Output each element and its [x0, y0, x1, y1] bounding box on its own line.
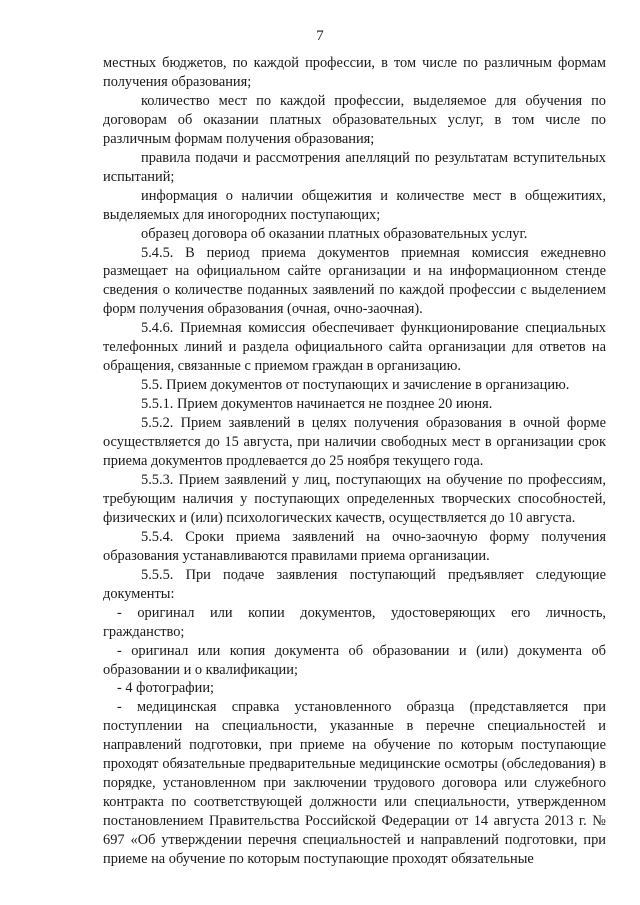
paragraph: 5.5.5. При подаче заявления поступающий предъявляет следующие документы:	[103, 566, 606, 602]
paragraph: 5.4.5. В период приема документов приемная комиссия ежедневно размещает на официальном сайте организации и на информационном стенде сведения о количестве поданных заявлений по каждой профессии с выделением форм получения образования (очная, очно-заочная).	[103, 244, 606, 318]
paragraph: образец договора об оказании платных образовательных услуг.	[141, 225, 528, 242]
list-item: - оригинал или копии документов, удостоверяющих его личность, гражданство;	[103, 604, 606, 640]
paragraph: 5.5.1. Прием документов начинается не позднее 20 июня.	[141, 396, 493, 413]
list-item: - медицинская справка установленного образца (представляется при поступлении на специальности, указанные в перечне специальностей и направлений подготовки, при приеме на обучение по которым поступающие проходят обязательные предварительные медицинские осмотры (обследования) в порядке, установленном при заключении трудового договора или служебного контракта по соответствующей должности или специальности, утвержденном постановлением Правительства Российской Федерации от 14 августа 2013 г. № 697 «Об утверждении перечня специальностей и направлений подготовки, при приеме на обучение по которым поступающие проходят обязательные	[103, 699, 606, 868]
paragraph: местных бюджетов, по каждой профессии, в том числе по различным формам получения образования;	[103, 55, 606, 90]
paragraph: правила подачи и рассмотрения апелляций по результатам вступительных испытаний;	[103, 149, 606, 185]
paragraph: 5.5. Прием документов от поступающих и зачисление в организацию.	[141, 377, 570, 394]
paragraph: 5.5.3. Прием заявлений у лиц, поступающих на обучение по профессиям, требующим наличия у поступающих определенных творческих способностей, физических и (или) психологических качеств, осуществляется до 10 августа.	[103, 471, 606, 526]
page-number: 7	[316, 28, 324, 44]
paragraph: 5.5.2. Прием заявлений в целях получения образования в очной форме осуществляется до 15 августа, при наличии свободных мест в организации срок приема документов продлевается до 25 ноября текущего года.	[103, 415, 606, 470]
paragraph: 5.5.4. Сроки приема заявлений на очно-заочную форму получения образования устанавливаются правилами приема организации.	[103, 528, 606, 564]
paragraph: информация о наличии общежития и количестве мест в общежитиях, выделяемых для иногородних поступающих;	[103, 187, 606, 223]
document-body	[103, 54, 606, 869]
paragraph: количество мест по каждой профессии, выделяемое для обучения по договорам об оказании платных образовательных услуг, в том числе по различным формам получения образования;	[103, 92, 606, 147]
list-item: - оригинал или копия документа об образовании и (или) документа об образовании и о квалификации;	[103, 642, 606, 678]
list-item: - 4 фотографии;	[117, 680, 215, 697]
paragraph: 5.4.6. Приемная комиссия обеспечивает функционирование специальных телефонных линий и раздела официального сайта организации для ответов на обращения, связанные с приемом граждан в организацию.	[103, 320, 606, 375]
